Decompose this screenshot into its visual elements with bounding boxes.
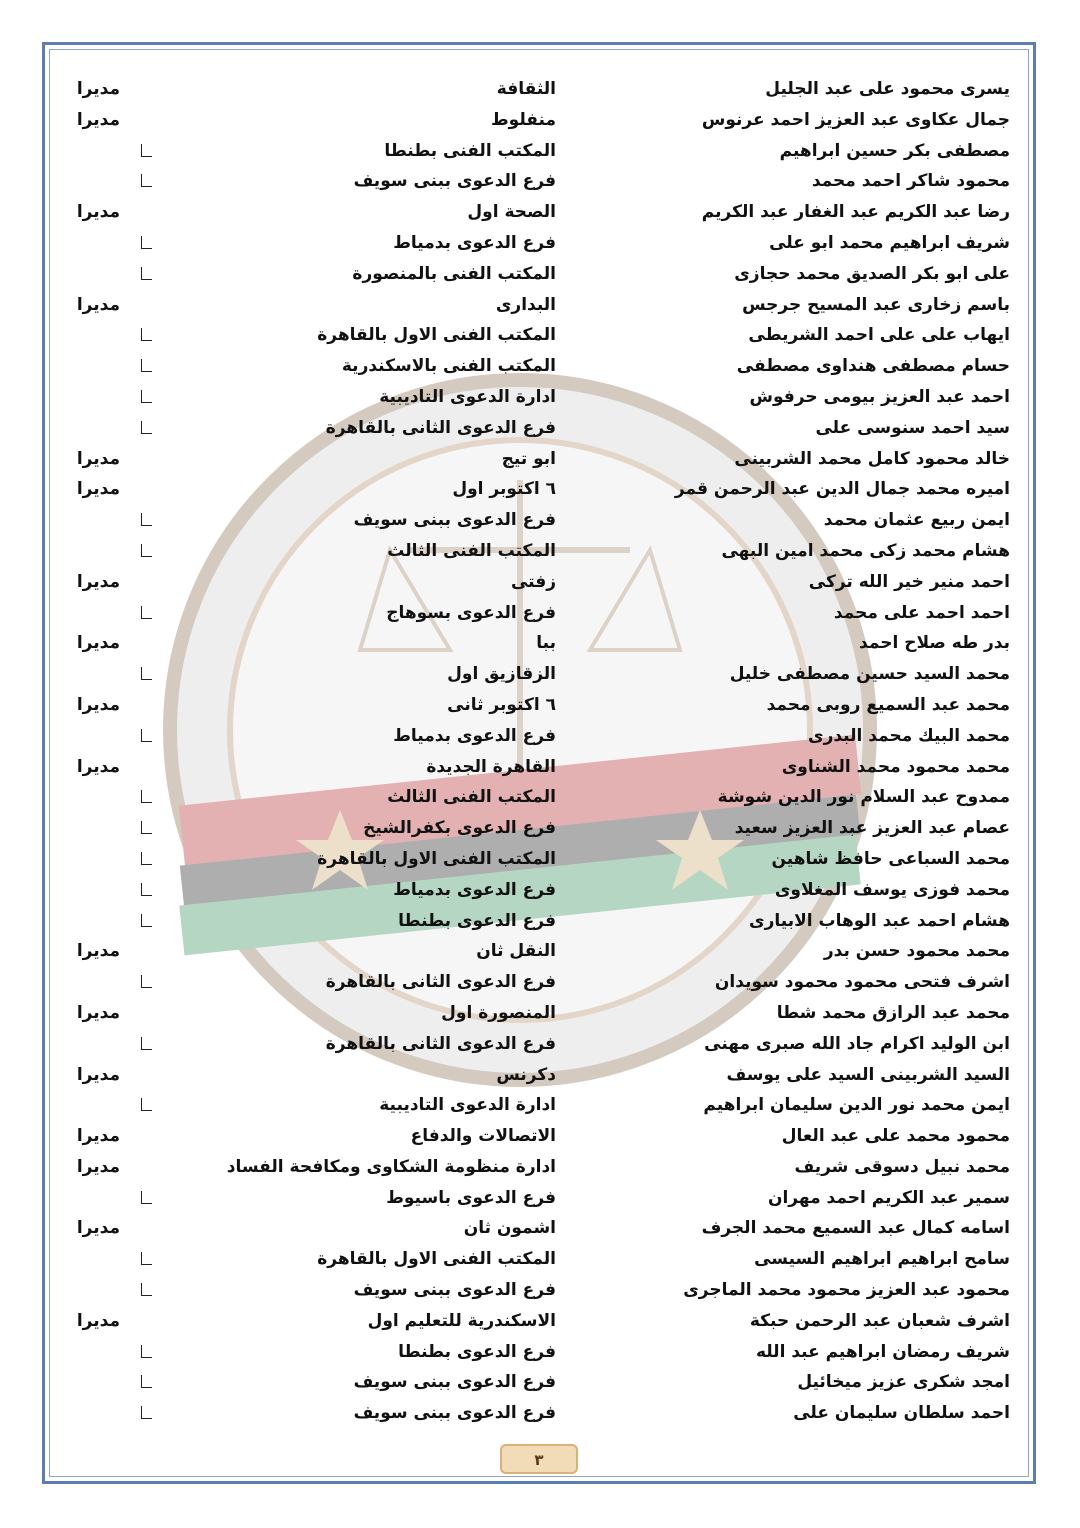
position-title: مديرا bbox=[76, 1126, 120, 1147]
department: ادارة منظومة الشكاوى ومكافحة الفساد bbox=[226, 1156, 556, 1177]
employee-name: عصام عبد العزيز عبد العزيز سعيد bbox=[734, 818, 1010, 839]
department: فرع الدعوى ببنى سويف bbox=[353, 1280, 556, 1301]
department: الصحة اول bbox=[467, 202, 556, 223]
table-row bbox=[60, 1183, 1020, 1214]
position-title: مديرا bbox=[76, 1218, 120, 1239]
corner-mark-icon bbox=[141, 513, 152, 526]
department: فرع الدعوى بكفرالشيخ bbox=[363, 818, 556, 839]
table-row bbox=[60, 1090, 1020, 1121]
table-row bbox=[60, 536, 1020, 567]
department: منفلوط bbox=[491, 109, 556, 130]
table-row bbox=[60, 659, 1020, 690]
department: الزقازيق اول bbox=[447, 664, 556, 685]
table-row bbox=[60, 74, 1020, 105]
corner-mark-icon bbox=[141, 359, 152, 372]
corner-mark-icon bbox=[141, 914, 152, 927]
table-row bbox=[60, 967, 1020, 998]
corner-mark-icon bbox=[141, 174, 152, 187]
employee-name: محمد عبد السميع روبى محمد bbox=[766, 694, 1010, 715]
corner-mark-icon bbox=[141, 821, 152, 834]
employee-name: احمد احمد على محمد bbox=[833, 602, 1010, 623]
department: فرع الدعوى بطنطا bbox=[398, 1341, 556, 1362]
employee-name: على ابو بكر الصديق محمد حجازى bbox=[734, 263, 1010, 284]
table-row bbox=[60, 936, 1020, 967]
department: الاسكندرية للتعليم اول bbox=[367, 1310, 556, 1331]
corner-mark-icon bbox=[141, 328, 152, 341]
table-row bbox=[60, 875, 1020, 906]
employee-name: سامح ابراهيم ابراهيم السيسى bbox=[754, 1249, 1010, 1270]
table-row bbox=[60, 598, 1020, 629]
employee-name: محمود شاكر احمد محمد bbox=[811, 171, 1010, 192]
position-title: مديرا bbox=[76, 479, 120, 500]
position-title: مديرا bbox=[76, 202, 120, 223]
position-title: مديرا bbox=[76, 756, 120, 777]
employee-name: ايمن محمد نور الدين سليمان ابراهيم bbox=[703, 1095, 1010, 1116]
table-row bbox=[60, 1121, 1020, 1152]
table-row bbox=[60, 474, 1020, 505]
employee-name: السيد الشربينى السيد على يوسف bbox=[726, 1064, 1010, 1085]
employee-name: شريف رمضان ابراهيم عبد الله bbox=[755, 1341, 1010, 1362]
table-row bbox=[60, 844, 1020, 875]
department: زفتى bbox=[510, 571, 556, 592]
table-row bbox=[60, 228, 1020, 259]
employee-name: حسام مصطفى هنداوى مصطفى bbox=[736, 356, 1010, 377]
table-row bbox=[60, 721, 1020, 752]
employee-name: محمد محمود محمد الشناوى bbox=[781, 756, 1010, 777]
corner-mark-icon bbox=[141, 1037, 152, 1050]
table-row bbox=[60, 505, 1020, 536]
table-row bbox=[60, 351, 1020, 382]
table-row bbox=[60, 259, 1020, 290]
employee-name: ايهاب على على احمد الشريطى bbox=[748, 325, 1010, 346]
department: ادارة الدعوى التاديبية bbox=[379, 1095, 556, 1116]
position-title: مديرا bbox=[76, 941, 120, 962]
table-row bbox=[60, 1398, 1020, 1429]
table-row bbox=[60, 628, 1020, 659]
position-title: مديرا bbox=[76, 294, 120, 315]
corner-mark-icon bbox=[141, 1345, 152, 1358]
corner-mark-icon bbox=[141, 1375, 152, 1388]
employee-name: بدر طه صلاح احمد bbox=[859, 633, 1010, 654]
corner-mark-icon bbox=[141, 1283, 152, 1296]
employee-name: محمد نبيل دسوقى شريف bbox=[794, 1156, 1010, 1177]
employee-name: يسرى محمود على عبد الجليل bbox=[765, 79, 1010, 99]
employee-name: ابن الوليد اكرام جاد الله صبرى مهنى bbox=[704, 1033, 1010, 1054]
department: فرع الدعوى بسوهاج bbox=[386, 602, 556, 623]
table-row bbox=[60, 413, 1020, 444]
table-row bbox=[60, 1213, 1020, 1244]
corner-mark-icon bbox=[141, 421, 152, 434]
position-title: مديرا bbox=[76, 633, 120, 654]
employee-name: خالد محمود كامل محمد الشربينى bbox=[734, 448, 1010, 469]
department: الاتصالات والدفاع bbox=[410, 1126, 556, 1147]
employee-name: مصطفى بكر حسين ابراهيم bbox=[779, 140, 1010, 161]
corner-mark-icon bbox=[141, 1406, 152, 1419]
employee-name: جمال عكاوى عبد العزيز احمد عرنوس bbox=[701, 109, 1010, 130]
employee-name: محمود محمد على عبد العال bbox=[781, 1126, 1010, 1147]
employee-name: محمد محمود حسن بدر bbox=[823, 941, 1010, 962]
table-row bbox=[60, 906, 1020, 937]
department: اشمون ثان bbox=[463, 1218, 556, 1239]
employee-name: احمد منير خير الله تركى bbox=[808, 571, 1010, 592]
position-title: مديرا bbox=[76, 1310, 120, 1331]
corner-mark-icon bbox=[141, 790, 152, 803]
employee-name: اميره محمد جمال الدين عبد الرحمن قمر bbox=[674, 479, 1010, 500]
table-row bbox=[60, 1337, 1020, 1368]
employee-name: ايمن ربيع عثمان محمد bbox=[823, 510, 1010, 531]
table-row bbox=[60, 752, 1020, 783]
corner-mark-icon bbox=[141, 667, 152, 680]
corner-mark-icon bbox=[141, 236, 152, 249]
table-row bbox=[60, 1152, 1020, 1183]
department: فرع الدعوى ببنى سويف bbox=[353, 510, 556, 531]
employee-name: هشام محمد زكى محمد امين البهى bbox=[721, 540, 1010, 561]
department: البدارى bbox=[495, 294, 556, 315]
table-row bbox=[60, 444, 1020, 475]
department: فرع الدعوى باسيوط bbox=[386, 1187, 556, 1208]
department: ادارة الدعوى التاديبية bbox=[379, 386, 556, 407]
table-row bbox=[60, 105, 1020, 136]
table-row bbox=[60, 166, 1020, 197]
position-title: مديرا bbox=[76, 1002, 120, 1023]
corner-mark-icon bbox=[141, 852, 152, 865]
department: فرع الدعوى بدمياط bbox=[393, 232, 556, 253]
department: القاهرة الجديدة bbox=[426, 756, 556, 777]
department: المنصورة اول bbox=[441, 1002, 556, 1023]
department: فرع الدعوى بدمياط bbox=[393, 879, 556, 900]
department: المكتب الفنى الاول بالقاهرة bbox=[317, 325, 556, 346]
table-row bbox=[60, 1275, 1020, 1306]
corner-mark-icon bbox=[141, 975, 152, 988]
department: فرع الدعوى الثانى بالقاهرة bbox=[325, 972, 556, 993]
position-title: مديرا bbox=[76, 1064, 120, 1085]
department: المكتب الفنى بالمنصورة bbox=[352, 263, 556, 284]
department: المكتب الفنى بالاسكندرية bbox=[341, 356, 556, 377]
position-title: مديرا bbox=[76, 571, 120, 592]
table-row bbox=[60, 567, 1020, 598]
department: المكتب الفنى الثالث bbox=[387, 787, 556, 808]
corner-mark-icon bbox=[141, 1098, 152, 1111]
employee-name: امجد شكرى عزيز ميخائيل bbox=[797, 1372, 1010, 1393]
department: المكتب الفنى بطنطا bbox=[384, 140, 556, 161]
table-row bbox=[60, 290, 1020, 321]
department: فرع الدعوى الثانى بالقاهرة bbox=[325, 417, 556, 438]
employee-name: سمير عبد الكريم احمد مهران bbox=[767, 1187, 1010, 1208]
department: فرع الدعوى ببنى سويف bbox=[353, 171, 556, 192]
employee-name: محمد البيك محمد البدرى bbox=[808, 725, 1010, 746]
table-row bbox=[60, 782, 1020, 813]
personnel-list bbox=[60, 74, 1020, 1429]
employee-name: محمد فوزى يوسف المغلاوى bbox=[774, 879, 1010, 900]
corner-mark-icon bbox=[141, 1191, 152, 1204]
table-row bbox=[60, 998, 1020, 1029]
employee-name: احمد عبد العزيز بيومى حرفوش bbox=[749, 386, 1010, 407]
position-title: مديرا bbox=[76, 109, 120, 130]
table-row bbox=[60, 320, 1020, 351]
department: ٦ اكتوبر ثانى bbox=[447, 694, 556, 715]
employee-name: محمد عبد الرازق محمد شطا bbox=[776, 1002, 1010, 1023]
table-row bbox=[60, 1306, 1020, 1337]
department: ابو تيج bbox=[501, 448, 556, 469]
department: دكرنس bbox=[496, 1064, 556, 1085]
employee-name: هشام احمد عبد الوهاب الابيارى bbox=[749, 910, 1010, 931]
department: فرع الدعوى ببنى سويف bbox=[353, 1372, 556, 1393]
department: ٦ اكتوبر اول bbox=[452, 479, 556, 500]
corner-mark-icon bbox=[141, 729, 152, 742]
table-row bbox=[60, 1029, 1020, 1060]
employee-name: رضا عبد الكريم عبد الغفار عبد الكريم bbox=[701, 202, 1010, 223]
department: فرع الدعوى بدمياط bbox=[393, 725, 556, 746]
corner-mark-icon bbox=[141, 1252, 152, 1265]
position-title: مديرا bbox=[76, 694, 120, 715]
table-row bbox=[60, 1060, 1020, 1091]
employee-name: سيد احمد سنوسى على bbox=[815, 417, 1010, 438]
table-row bbox=[60, 813, 1020, 844]
corner-mark-icon bbox=[141, 144, 152, 157]
employee-name: محمد السباعى حافظ شاهين bbox=[771, 848, 1010, 869]
corner-mark-icon bbox=[141, 883, 152, 896]
table-row bbox=[60, 136, 1020, 167]
position-title: مديرا bbox=[76, 79, 120, 99]
employee-name: محمود عبد العزيز محمود محمد الماجرى bbox=[683, 1280, 1010, 1301]
table-row bbox=[60, 1244, 1020, 1275]
employee-name: ممدوح عبد السلام نور الدين شوشة bbox=[717, 787, 1010, 808]
position-title: مديرا bbox=[76, 1156, 120, 1177]
employee-name: اشرف شعبان عبد الرحمن حبكة bbox=[749, 1310, 1010, 1331]
department: ببا bbox=[536, 633, 556, 654]
employee-name: اسامه كمال عبد السميع محمد الجرف bbox=[701, 1218, 1010, 1239]
department: فرع الدعوى الثانى بالقاهرة bbox=[325, 1033, 556, 1054]
department: المكتب الفنى الثالث bbox=[387, 540, 556, 561]
department: النقل ثان bbox=[476, 941, 556, 962]
table-row bbox=[60, 1367, 1020, 1398]
table-row bbox=[60, 197, 1020, 228]
employee-name: باسم زخارى عبد المسيح جرجس bbox=[742, 294, 1010, 315]
table-row bbox=[60, 382, 1020, 413]
department: الثقافة bbox=[496, 79, 556, 99]
corner-mark-icon bbox=[141, 606, 152, 619]
corner-mark-icon bbox=[141, 390, 152, 403]
position-title: مديرا bbox=[76, 448, 120, 469]
department: المكتب الفنى الاول بالقاهرة bbox=[317, 1249, 556, 1270]
employee-name: محمد السيد حسين مصطفى خليل bbox=[729, 664, 1010, 685]
employee-name: احمد سلطان سليمان على bbox=[793, 1403, 1010, 1424]
corner-mark-icon bbox=[141, 544, 152, 557]
corner-mark-icon bbox=[141, 267, 152, 280]
employee-name: شريف ابراهيم محمد ابو على bbox=[769, 232, 1010, 253]
table-row bbox=[60, 690, 1020, 721]
department: فرع الدعوى بطنطا bbox=[398, 910, 556, 931]
employee-name: اشرف فتحى محمود محمود سويدان bbox=[714, 972, 1010, 993]
page-number: ٣ bbox=[500, 1444, 578, 1474]
department: المكتب الفنى الاول بالقاهرة bbox=[317, 848, 556, 869]
department: فرع الدعوى ببنى سويف bbox=[353, 1403, 556, 1424]
